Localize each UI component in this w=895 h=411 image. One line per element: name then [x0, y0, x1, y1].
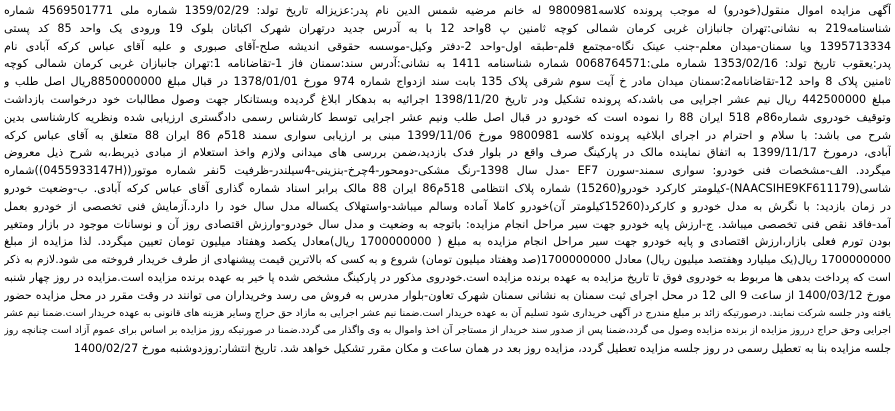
notice-line: وتوقیف خودروی شماره86م 518 ایران 88 را نموده است که خودرو در قبال اصل طلب ونیم عشر اجرایی توسط کارشناس رسمی دادگستری ارزیابی شده ونظریه کارشناسی بدین [4, 110, 891, 124]
notice-line: شناسنامه219 به نشانی:تهران جانبازان غربی کرمان شمالی کوچه ثامنین پ 8واحد 12 با به آدرس جدید درتهران شهرک اکباتان بلوک 19 ورودی یک واحد 85 کد پستی [4, 21, 891, 35]
notice-line: میگردد. الف-مشخصات فنی خودرو: سواری سمند-سورن EF7 -مدل سال 1398-رنگ مشکی-دومحور-4چرخ-بنزینی-4سیلندر-ظرفیت 5نفر شماره موتور((0455933147H))شماره [4, 164, 891, 178]
notice-line: است که پرداخت بدهی ها مربوط به خودروی فوق تا تاریخ مزایده به عهده برنده مزایده است.خودروی مذکور در پارکینگ مشخص شده پا خیر به عهده برنده مزایده است.مزایده در روز چهار شنبه [4, 270, 891, 284]
notice-line: پدر:یعقوب تاریخ تولد: 1353/02/16 شماره ملی:0068764571 شماره شناسنامه 1411 به نشانی:آدرس سند:سمنان فاز 1-تقاضانامه 1:تهران جانبازان غربی کرمان شمالی کوچه [4, 57, 891, 71]
notice-line: مبلغ 442500000 ریال نیم عشر اجرایی می باشد،که پرونده تشکیل ودر تاریخ 1398/11/20 اجرائیه به بدهکار ابلاغ گردیده وبستانکار جهت وصول مطالبات خود درخواست بازداشت [4, 92, 891, 106]
notice-line: مورخ 1400/03/12 از ساعت 9 الی 12 در محل اجرای ثبت سمنان به نشانی سمنان شهرک تعاون-بلوار مدرس به فروش می رسد وخریداران می توانند در وقت مقرر در محل مزایده حضور [4, 288, 891, 302]
notice-line: شرح می باشد: با سلام و احترام در اجرای ابلاغیه پرونده کلاسه 9800981 مورخ 1399/11/06 مبنی بر ارزیابی سواری سمند 518م 86 ایران 88 متعلق به آقای عباس کرکه [4, 128, 891, 142]
notice-line: جلسه مزایده بنا به تعطیل رسمی در روز جلسه مزایده تعطیل گردد، مزایده روز بعد در همان ساعت و مکان مقرر تشکیل خواهد شد. تاریخ انتشار:روزدوشنبه مورخ 1400/02/27 [73, 342, 891, 356]
notice-line: یافته ودر جلسه شرکت نمایند. درصورتیکه زائد بر مبلغ مندرج در آگهی خریداری شود تسلیم آن به عهده خریدار است.ضمنا نیم عشر اجرایی به مازاد حق حراج وسایر هزینه های قانونی به عهده خریدار است.ضمنا نیم عشر [4, 307, 891, 319]
notice-line: 1700000000 ریال(یک میلیارد وهفتصد میلیون ریال) معادل 1700000000(صد وهفتاد میلیون تومان) شروع و به کسی که بالاترین قیمت پیشنهادی از طرف خریدار فروخته می شود.لازم به ذکر [4, 253, 891, 267]
notice-line: در زمان بازدید: با نگرش به مدل خودرو و کارکرد(15260کیلومتر آن)خودرو کاملا آماده وسالم میباشد-واستهلاک یکساله مدل سال خود را دارد.آزمایش فنی تخصصی از خودرو بعمل [4, 199, 891, 213]
notice-line: ثامنین پلاک 8 واحد 12-تقاضانامه2:سمنان میدان مادر خ آیت سوم شرقی پلاک 135 بابت سند ازدواج شماره 974 مورخ 1378/01/01 در قبال مبلغ 8850000000ریال اصل طلب و [4, 75, 891, 89]
notice-line: بودن تورم فعلی بازار،ارزش اقتصادی و پایه خودرو جهت سیر مراحل انجام مزایده به مبلغ ( 1700000000 ریال)معادل یکصد وهفتاد میلیون تومان تعیین میگردد. لذا مزایده از مبلغ [4, 235, 891, 249]
notice-line: آگهی مزایده اموال منقول(خودرو) له موجب پرونده کلاسه9800981 له خانم مرضیه شمس الدین نام پدر:عزیزاله تاریخ تولد: 1359/02/29 شماره ملی 4569501771 شماره [4, 4, 891, 17]
notice-line: آبادی، درمورخ 1399/11/17 به اتفاق نماینده مالک در پارکینگ صرف واقع در بلوار فدک بازدید،ضمن بررسی های میدانی ولازم واخذ استعلام از مبادی ذیربط،به شرح ذیل معروض [4, 146, 891, 160]
notice-line: 1395713334 ویا سمنان-میدان معلم-جنب عینک نگاه-مجتمع قلم-طبقه اول-واحد 2-دفتر وکیل-موسسه حقوقی اندیشه صلح-آقای صبوری و علیه آقای عباس کرکه آبادی نام [4, 39, 891, 53]
notice-line: شاسی(NAACSIHE9KF611179)-کیلومتر کارکرد خودرو(15260) شماره پلاک انتظامی 518م86 ایران 88 مالک برابر اسناد شماره گذاری آقای عباس کرکه آبادی. ب-وضعیت خودرو [4, 181, 891, 195]
notice-line: اجرایی وحق حراج درروز مزایده از برنده مزایده وصول می گردد،ضمنا پس از صدور سند خریدار از مستاجر آن اخذ واموال به وی واگذار می گردد.ضمنا در صورتیکه روز مزایده بر اساس برای عموم آزاد است چنانچه روز [4, 325, 891, 337]
notice-line: آمد-فاقد نقص فنی تخصصی میباشد. ج-ارزش پایه خودرو جهت سیر مراحل انجام مزایده: باتوجه به وضعیت و مدل سال خودرو-وارزش اقتصادی روز آن و نوسانات موجود در بازار ومتغیر [4, 217, 891, 231]
